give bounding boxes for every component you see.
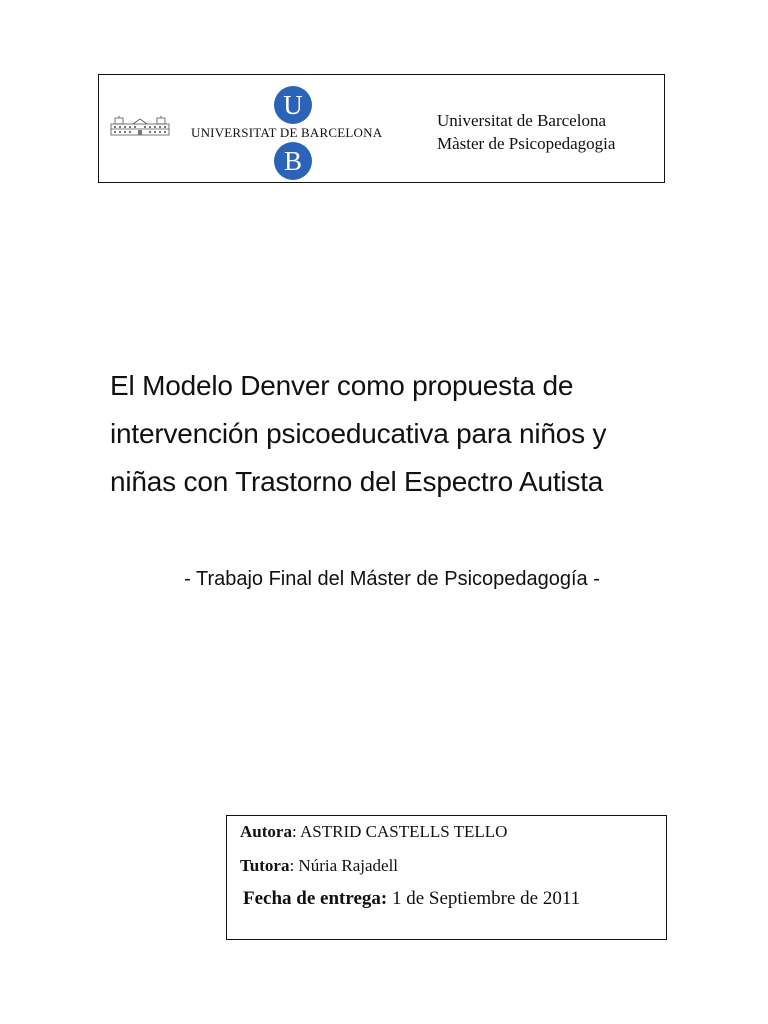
title-line: niñas con Trastorno del Espectro Autista: [110, 466, 604, 497]
tutor-value: : Núria Rajadell: [289, 856, 399, 875]
university-building-icon: [109, 115, 171, 137]
tutor-row: [240, 856, 398, 876]
author-label: Autora: [240, 822, 292, 841]
header-box: [98, 74, 665, 183]
author-value: : ASTRID CASTELLS TELLO: [291, 822, 508, 841]
program-name: Màster de Psicopedagogia: [437, 134, 616, 153]
logo-text: UNIVERSITAT DE BARCELONA: [191, 125, 383, 140]
logo-letter-u: U: [283, 90, 303, 120]
date-row: [243, 888, 580, 910]
info-box: [226, 815, 667, 940]
date-label: Fecha de entrega:: [243, 888, 388, 909]
date-value: 1 de Septiembre de 2011: [387, 888, 581, 909]
header-info: [437, 109, 615, 155]
document-title: [110, 362, 663, 506]
ub-logo-icon: [273, 85, 313, 181]
university-name: Universitat de Barcelona: [437, 111, 606, 130]
title-line: El Modelo Denver como propuesta de: [110, 370, 574, 401]
logo-letter-b: B: [283, 146, 303, 176]
title-line: intervención psicoeducativa para niños y: [110, 418, 607, 449]
document-subtitle: - Trabajo Final del Máster de Psicopedagogía -: [184, 568, 600, 590]
author-row: [240, 822, 507, 842]
tutor-label: Tutora: [240, 856, 290, 875]
